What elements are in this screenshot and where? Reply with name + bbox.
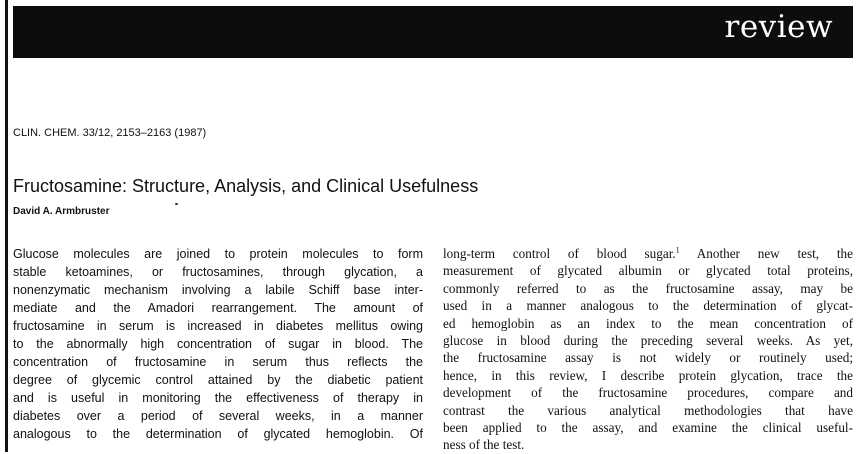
abstract-line: mediate and the Amadori rearrangement. The amount of <box>13 301 423 315</box>
abstract-line: and is useful in monitoring the effectiveness of therapy in <box>13 391 423 405</box>
intro-first-line <box>443 245 853 262</box>
intro-line: commonly referred to as the fructosamine assay, may be <box>443 280 853 296</box>
intro-line: development of the fructosamine procedures, compare and <box>443 385 853 401</box>
intro-line: ed hemoglobin as an index to the mean concentration of <box>443 315 853 331</box>
abstract-line: to the abnormally high concentration of sugar in blood. The <box>13 337 423 351</box>
abstract-line: stable ketoamines, or fructosamines, through glycation, a <box>13 265 423 279</box>
article-author: David A. Armbruster <box>13 206 110 217</box>
abstract-column <box>13 245 423 443</box>
intro-text: Another new test, the <box>679 246 853 261</box>
abstract-line: degree of glycemic control attained by the diabetic patient <box>13 373 423 387</box>
section-label: review <box>724 9 833 45</box>
intro-line: the fructosamine assay is not widely or routinely used; <box>443 350 853 366</box>
intro-line: measurement of glycated albumin or glycated total proteins, <box>443 263 853 279</box>
intro-text: long-term control of blood sugar. <box>443 246 676 261</box>
abstract-line: nonenzymatic mechanism involving a labile Schiff base inter- <box>13 283 423 297</box>
intro-column <box>443 245 853 454</box>
abstract-line: fructosamine in serum is increased in diabetes mellitus owing <box>13 319 423 333</box>
intro-line: hence, in this review, I describe protein glycation, trace the <box>443 367 853 383</box>
left-margin-rule <box>5 0 8 452</box>
article-title: Fructosamine: Structure, Analysis, and Clinical Usefulness <box>13 176 479 196</box>
intro-line: been applied to the assay, and examine the clinical useful- <box>443 420 853 436</box>
abstract-line: Glucose molecules are joined to protein molecules to form <box>13 247 423 261</box>
stray-mark <box>175 203 178 205</box>
abstract-line: concentration of fructosamine in serum thus reflects the <box>13 355 423 369</box>
section-banner <box>13 6 853 58</box>
journal-citation: CLIN. CHEM. 33/12, 2153–2163 (1987) <box>13 127 207 139</box>
footnote-ref: 1 <box>675 245 680 255</box>
abstract-line: diabetes over a period of several weeks, in a manner <box>13 409 423 423</box>
intro-line: contrast the various analytical methodologies that have <box>443 402 853 418</box>
intro-line: used in a manner analogous to the determination of glycat- <box>443 298 853 314</box>
abstract-line: analogous to the determination of glycated hemoglobin. Of <box>13 427 423 441</box>
intro-line: glucose in blood during the preceding several weeks. As yet, <box>443 333 853 349</box>
intro-line: ness of the test. <box>443 437 525 453</box>
